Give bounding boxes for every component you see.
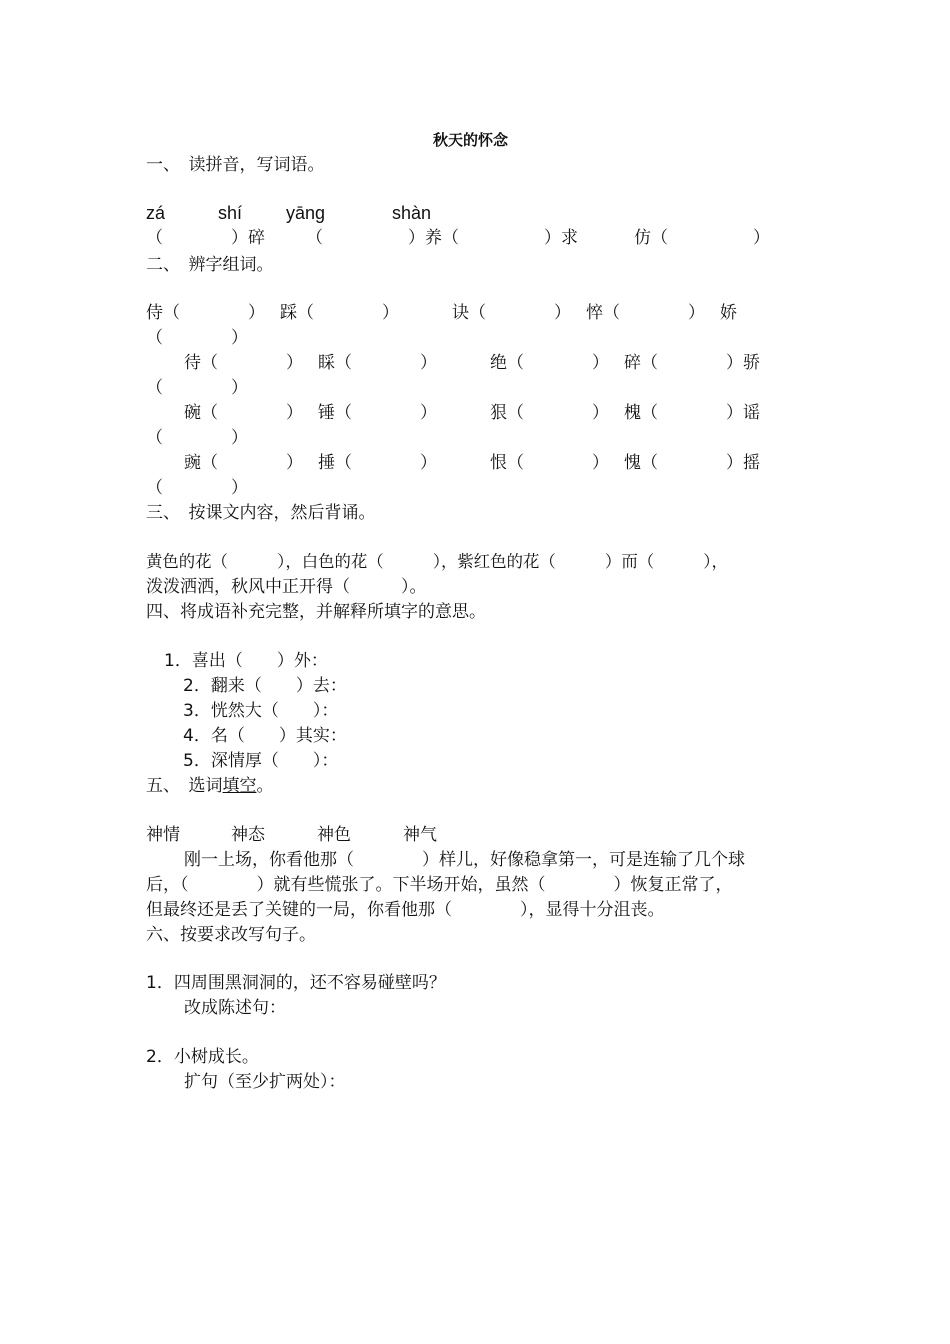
word-cell: 侍（ ） <box>146 303 265 323</box>
passage-line-3: 但最终还是丢了关键的一局，你看他那（ ），显得十分沮丧。 <box>146 900 665 920</box>
word-cell: 恨（ ） <box>490 453 609 473</box>
word-cell: 踩（ ） <box>280 303 399 323</box>
word-cell: 槐（ ）谣 <box>624 403 760 423</box>
idiom-item: 2．翻来（ ）去： <box>183 676 347 696</box>
pinyin-1: zá <box>146 203 166 223</box>
word-cell: （ ） <box>146 478 248 498</box>
section-5-heading: 五、 选词填空。 <box>146 776 274 796</box>
section-6-heading: 六、按要求改写句子。 <box>146 925 316 945</box>
section-1-heading: 一、 读拼音，写词语。 <box>146 155 325 175</box>
question-1: 1．四周围黑洞洞的，还不容易碰壁吗？ <box>146 973 446 993</box>
word-choice: 神色 <box>317 825 351 845</box>
recite-line-2: 泼泼洒洒，秋风中正开得（ ）。 <box>146 577 427 597</box>
word-cell: 待（ ） <box>184 353 303 373</box>
section-2-heading: 二、 辨字组词。 <box>146 255 274 275</box>
word-cell: 绝（ ） <box>490 353 609 373</box>
word-cell: 豌（ ） <box>184 453 303 473</box>
page-title: 秋天的怀念 <box>433 131 509 149</box>
word-cell: 娇 <box>720 303 737 323</box>
section-3-heading: 三、 按课文内容，然后背诵。 <box>146 503 376 523</box>
section-4-heading: 四、将成语补充完整，并解释所填字的意思。 <box>146 602 486 622</box>
pinyin-2: shí <box>218 203 243 223</box>
word-choice: 神态 <box>231 825 265 845</box>
word-cell: （ ） <box>146 378 248 398</box>
word-choice: 神情 <box>146 825 180 845</box>
word-cell: 悴（ ） <box>586 303 705 323</box>
idiom-item: 5．深情厚（ ）： <box>183 751 339 771</box>
word-cell: 诀（ ） <box>452 303 571 323</box>
blank-1: （ ）碎 <box>146 228 265 248</box>
question-2: 2．小树成长。 <box>146 1047 259 1067</box>
question-2-instruction: 扩句（至少扩两处）： <box>184 1072 346 1092</box>
word-cell: （ ） <box>146 428 248 448</box>
recite-line-1: 黄色的花（ ），白色的花（ ），紫红色的花（ ）而（ ）， <box>146 552 728 571</box>
blank-3: 仿（ ） <box>634 228 770 248</box>
word-cell: 狠（ ） <box>490 403 609 423</box>
passage-line-2: 后，（ ）就有些慌张了。下半场开始，虽然（ ）恢复正常了， <box>146 875 733 895</box>
idiom-item: 4．名（ ）其实： <box>183 726 347 746</box>
word-cell: 捶（ ） <box>318 453 437 473</box>
passage-line-1: 刚一上场，你看他那（ ）样儿，好像稳拿第一，可是连输了几个球 <box>184 850 745 870</box>
pinyin-3: yāng <box>286 203 326 223</box>
word-choice: 神气 <box>403 825 437 845</box>
idiom-item: 3．恍然大（ ）： <box>183 701 339 721</box>
word-cell: 碗（ ） <box>184 403 303 423</box>
word-cell: 碎（ ）骄 <box>624 353 760 373</box>
blank-2: （ ）养（ ）求 <box>306 228 578 248</box>
word-cell: 睬（ ） <box>318 353 437 373</box>
pinyin-4: shàn <box>392 203 432 223</box>
question-1-instruction: 改成陈述句： <box>184 998 286 1018</box>
word-cell: 锤（ ） <box>318 403 437 423</box>
idiom-item: 1．喜出（ ）外： <box>164 651 328 671</box>
word-cell: （ ） <box>146 328 248 348</box>
word-cell: 愧（ ）摇 <box>624 453 760 473</box>
